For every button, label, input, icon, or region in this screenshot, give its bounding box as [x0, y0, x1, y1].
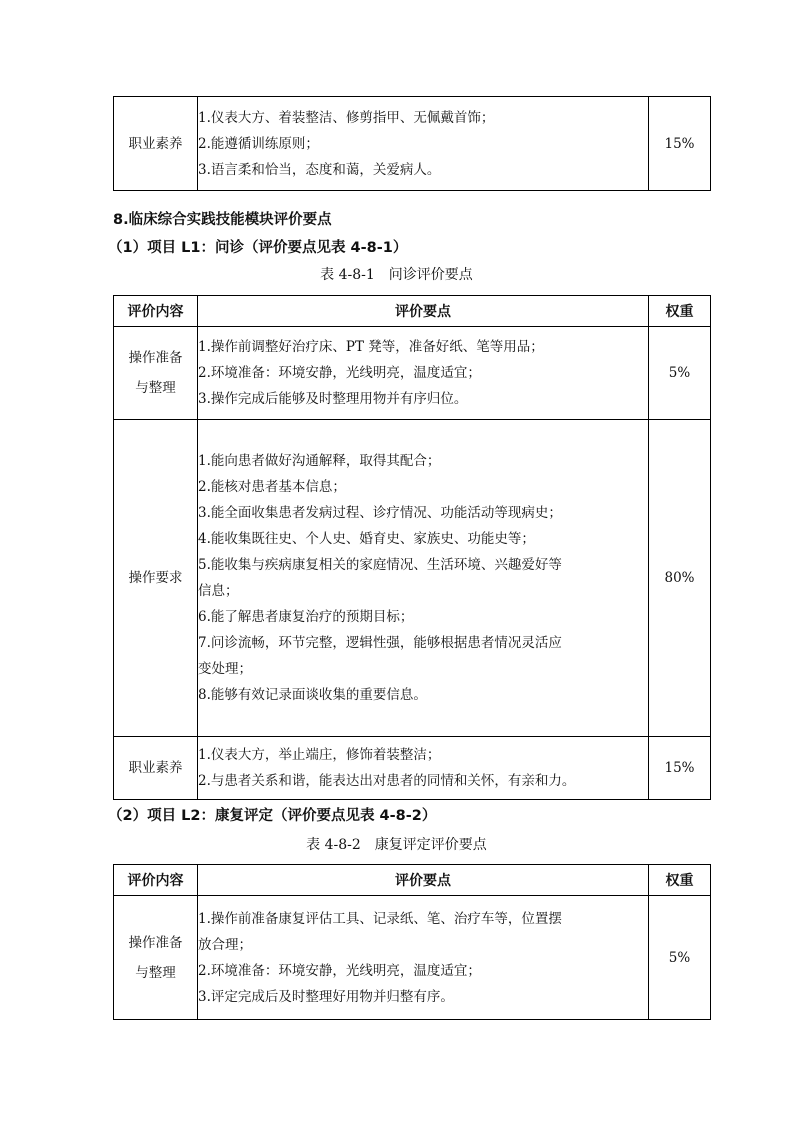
item-line: 2.能核对患者基本信息； [198, 479, 346, 495]
weight-cell: 15% [649, 737, 711, 800]
table-header-row [114, 296, 711, 327]
category-cell: 操作要求 [114, 420, 198, 737]
item-line: 3.能全面收集患者发病过程、诊疗情况、功能活动等现病史； [198, 505, 562, 521]
item-line: 1.操作前调整好治疗床、PT 凳等，准备好纸、笔等用品； [198, 339, 544, 355]
table-row [114, 737, 711, 800]
header-cell: 权重 [649, 865, 711, 896]
header-cell: 评价内容 [114, 296, 198, 327]
table-row [114, 896, 711, 1020]
item-line: 3.语言柔和恰当，态度和蔼，关爱病人。 [198, 161, 441, 178]
item-line: 信息； [198, 583, 239, 599]
item-line: 3.评定完成后及时整理好用物并归整有序。 [198, 988, 454, 1005]
table-4-8-2 [113, 864, 711, 1020]
table-row [114, 97, 711, 191]
items-cell [198, 97, 649, 191]
category-line: 与整理 [135, 380, 176, 396]
weight-cell: 5% [649, 327, 711, 420]
item-line: 7.问诊流畅，环节完整，逻辑性强，能够根据患者情况灵活应 [198, 635, 562, 651]
item-line: 1.仪表大方，举止端庄，修饰着装整洁； [198, 747, 441, 763]
table-caption-4-8-1: 表 4-8-1 问诊评价要点 [320, 267, 473, 283]
items-cell [198, 896, 649, 1020]
weight-cell: 15% [649, 97, 711, 191]
project1-heading: （1）项目 L1：问诊（评价要点见表 4-8-1） [108, 240, 408, 256]
category-line: 操作准备 [128, 934, 183, 951]
table-row [114, 327, 711, 420]
header-cell: 权重 [649, 296, 711, 327]
item-line: 1.仪表大方、着装整洁、修剪指甲、无佩戴首饰； [198, 109, 495, 126]
item-line: 4.能收集既往史、个人史、婚育史、家族史、功能史等； [198, 531, 535, 547]
items-cell [198, 737, 649, 800]
category-line: 与整理 [135, 964, 176, 981]
item-line: 2.与患者关系和谐，能表达出对患者的同情和关怀，有亲和力。 [198, 773, 576, 789]
item-line: 1.能向患者做好沟通解释，取得其配合； [198, 453, 441, 469]
category-cell [114, 896, 198, 1020]
weight-cell: 80% [649, 420, 711, 737]
item-line: 放合理； [198, 936, 252, 953]
items-cell [198, 420, 649, 737]
header-cell: 评价内容 [114, 865, 198, 896]
item-line: 变处理； [198, 661, 252, 677]
weight-cell: 5% [649, 896, 711, 1020]
table-caption-4-8-2: 表 4-8-2 康复评定评价要点 [306, 837, 487, 853]
project2-heading: （2）项目 L2：康复评定（评价要点见表 4-8-2） [108, 808, 437, 824]
category-cell [114, 327, 198, 420]
item-line: 2.环境准备：环境安静，光线明亮，温度适宜； [198, 962, 481, 979]
header-cell: 评价要点 [198, 865, 649, 896]
header-cell: 评价要点 [198, 296, 649, 327]
item-line: 2.环境准备：环境安静，光线明亮，温度适宜； [198, 365, 481, 381]
category-cell: 职业素养 [114, 737, 198, 800]
item-line: 2.能遵循训练原则； [198, 135, 319, 152]
category-line: 操作准备 [128, 350, 183, 366]
item-line: 6.能了解患者康复治疗的预期目标； [198, 609, 414, 625]
item-line: 1.操作前准备康复评估工具、记录纸、笔、治疗车等，位置摆 [198, 910, 562, 927]
item-line: 8.能够有效记录面谈收集的重要信息。 [198, 687, 427, 703]
section-heading: 8.临床综合实践技能模块评价要点 [113, 212, 332, 228]
table-row [114, 420, 711, 737]
item-line: 3.操作完成后能够及时整理用物并有序归位。 [198, 391, 468, 407]
items-cell [198, 327, 649, 420]
table-header-row [114, 865, 711, 896]
item-line: 5.能收集与疾病康复相关的家庭情况、生活环境、兴趣爱好等 [198, 557, 562, 573]
table-4-8-1 [113, 295, 711, 800]
table-continuation [113, 96, 711, 191]
category-cell: 职业素养 [114, 97, 198, 191]
